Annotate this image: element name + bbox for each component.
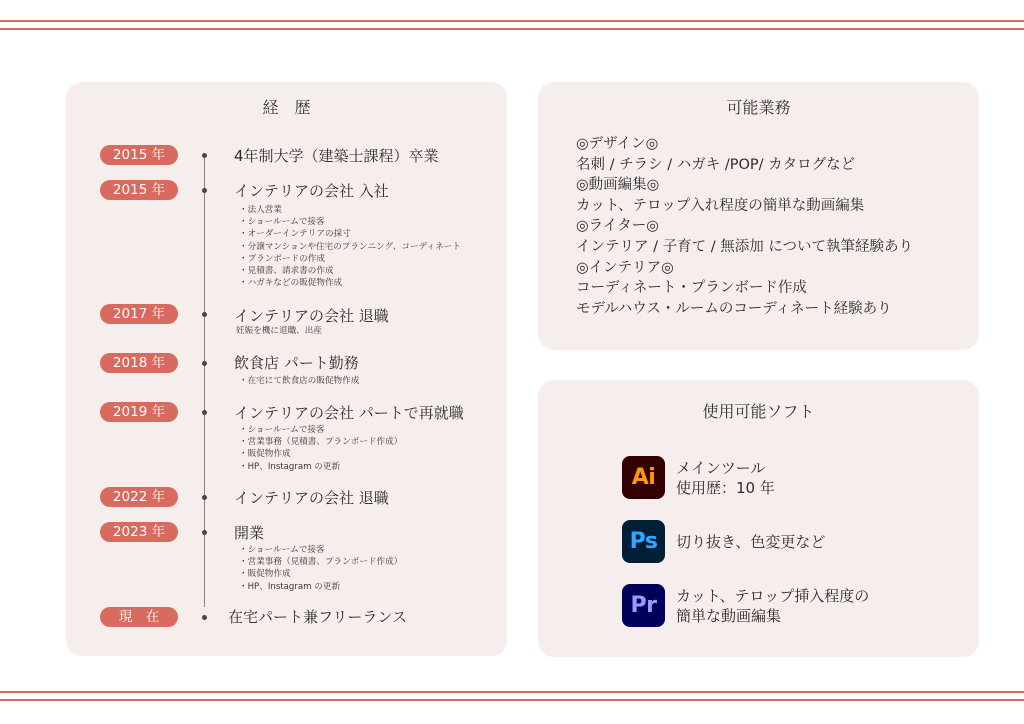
service-line: ◎デザイン◎	[576, 136, 659, 152]
career-title: 経 歴	[262, 98, 311, 117]
entry-details	[239, 424, 402, 473]
detail-line: ・プランボードの作成	[239, 253, 325, 264]
entry-details	[239, 204, 461, 289]
services-list	[576, 134, 913, 319]
entry-details	[239, 544, 402, 593]
service-line: ◎インテリア◎	[576, 259, 674, 276]
year-badge: 2023 年	[100, 522, 178, 542]
software-description	[676, 458, 775, 498]
detail-line: ・営業事務（見積書、プランボード作成）	[239, 557, 403, 568]
timeline-dot	[202, 615, 207, 620]
detail-line: ・法人営業	[239, 205, 282, 215]
year-badge: 2015 年	[100, 180, 178, 200]
timeline-dot	[202, 153, 207, 158]
year-badge: 現 在	[100, 607, 178, 627]
service-line: モデルハウス・ルームのコーディネート経験あり	[576, 300, 892, 317]
timeline-dot	[202, 361, 207, 366]
detail-line: ・HP、Instagram の更新	[239, 581, 341, 592]
detail-line: ・在宅にて飲食店の販促物作成	[239, 376, 360, 386]
detail-line: ・営業事務（見積書、プランボード作成）	[239, 437, 403, 448]
timeline-dot	[202, 410, 207, 415]
premiere-icon: Pr	[622, 584, 665, 627]
services-title: 可能業務	[726, 98, 791, 117]
detail-line: ・ハガキなどの販促物作成	[239, 278, 343, 289]
entry-heading: インテリアの会社 退職	[234, 307, 389, 325]
timeline-dot	[202, 312, 207, 317]
entry-heading: インテリアの会社 退職	[234, 489, 389, 507]
timeline-dot	[202, 530, 207, 535]
bottom-rule-lower	[0, 699, 1024, 701]
software-description	[676, 586, 869, 626]
detail-line: ・HP、Instagram の更新	[239, 461, 341, 472]
year-badge: 2022 年	[100, 487, 178, 507]
software-line: 簡単な動画編集	[676, 607, 782, 625]
detail-line: ・販促物作成	[239, 449, 291, 460]
top-rule-lower	[0, 28, 1024, 30]
service-line: 名刺 / チラシ / ハガキ /POP/ カタログなど	[576, 156, 856, 173]
software-line: カット、テロップ挿入程度の	[676, 587, 870, 605]
software-description	[676, 532, 825, 552]
software-line: 使用歴：10 年	[676, 479, 775, 497]
illustrator-icon: Ai	[622, 456, 665, 499]
bottom-rule-upper	[0, 691, 1024, 693]
service-line: ◎ライター◎	[576, 218, 659, 235]
detail-line: ・分譲マンションや住宅のプランニング、コーディネート	[239, 241, 461, 252]
year-badge: 2019 年	[100, 402, 178, 422]
software-line: 切り抜き、色変更など	[676, 533, 826, 551]
service-line: ◎動画編集◎	[576, 177, 660, 194]
software-line: メインツール	[676, 459, 766, 477]
detail-line: ・ショールームで接客	[239, 425, 325, 435]
year-badge: 2017 年	[100, 304, 178, 324]
entry-heading: 4年制大学（建築士課程）卒業	[234, 147, 439, 165]
entry-heading: インテリアの会社 パートで再就職	[234, 404, 464, 422]
detail-line: ・販促物作成	[239, 569, 291, 580]
service-line: カット、テロップ入れ程度の簡単な動画編集	[576, 197, 865, 214]
detail-line: ・見積書、請求書の作成	[239, 265, 334, 276]
detail-line: ・ショールームで接客	[239, 545, 325, 555]
detail-line: ・ショールームで接客	[239, 217, 325, 228]
entry-heading: インテリアの会社 入社	[234, 182, 389, 200]
photoshop-icon: Ps	[622, 520, 665, 563]
entry-details	[239, 375, 359, 387]
entry-heading: 在宅パート兼フリーランス	[228, 608, 407, 626]
detail-line: 妊娠を機に退職、出産	[236, 326, 322, 336]
service-line: コーディネート・プランボード作成	[576, 280, 807, 297]
entry-heading: 開業	[234, 524, 265, 542]
entry-heading: 飲食店 パート勤務	[234, 354, 359, 372]
timeline-dot	[202, 188, 207, 193]
year-badge: 2015 年	[100, 145, 178, 165]
timeline-line	[204, 154, 205, 607]
year-badge: 2018 年	[100, 353, 178, 373]
software-title: 使用可能ソフト	[702, 402, 815, 421]
detail-line: ・オーダーインテリアの採寸	[239, 229, 351, 240]
timeline-dot	[202, 495, 207, 500]
service-line: インテリア / 子育て / 無添加 について執筆経験あり	[576, 238, 914, 255]
top-rule-upper	[0, 20, 1024, 22]
entry-details	[236, 325, 322, 337]
